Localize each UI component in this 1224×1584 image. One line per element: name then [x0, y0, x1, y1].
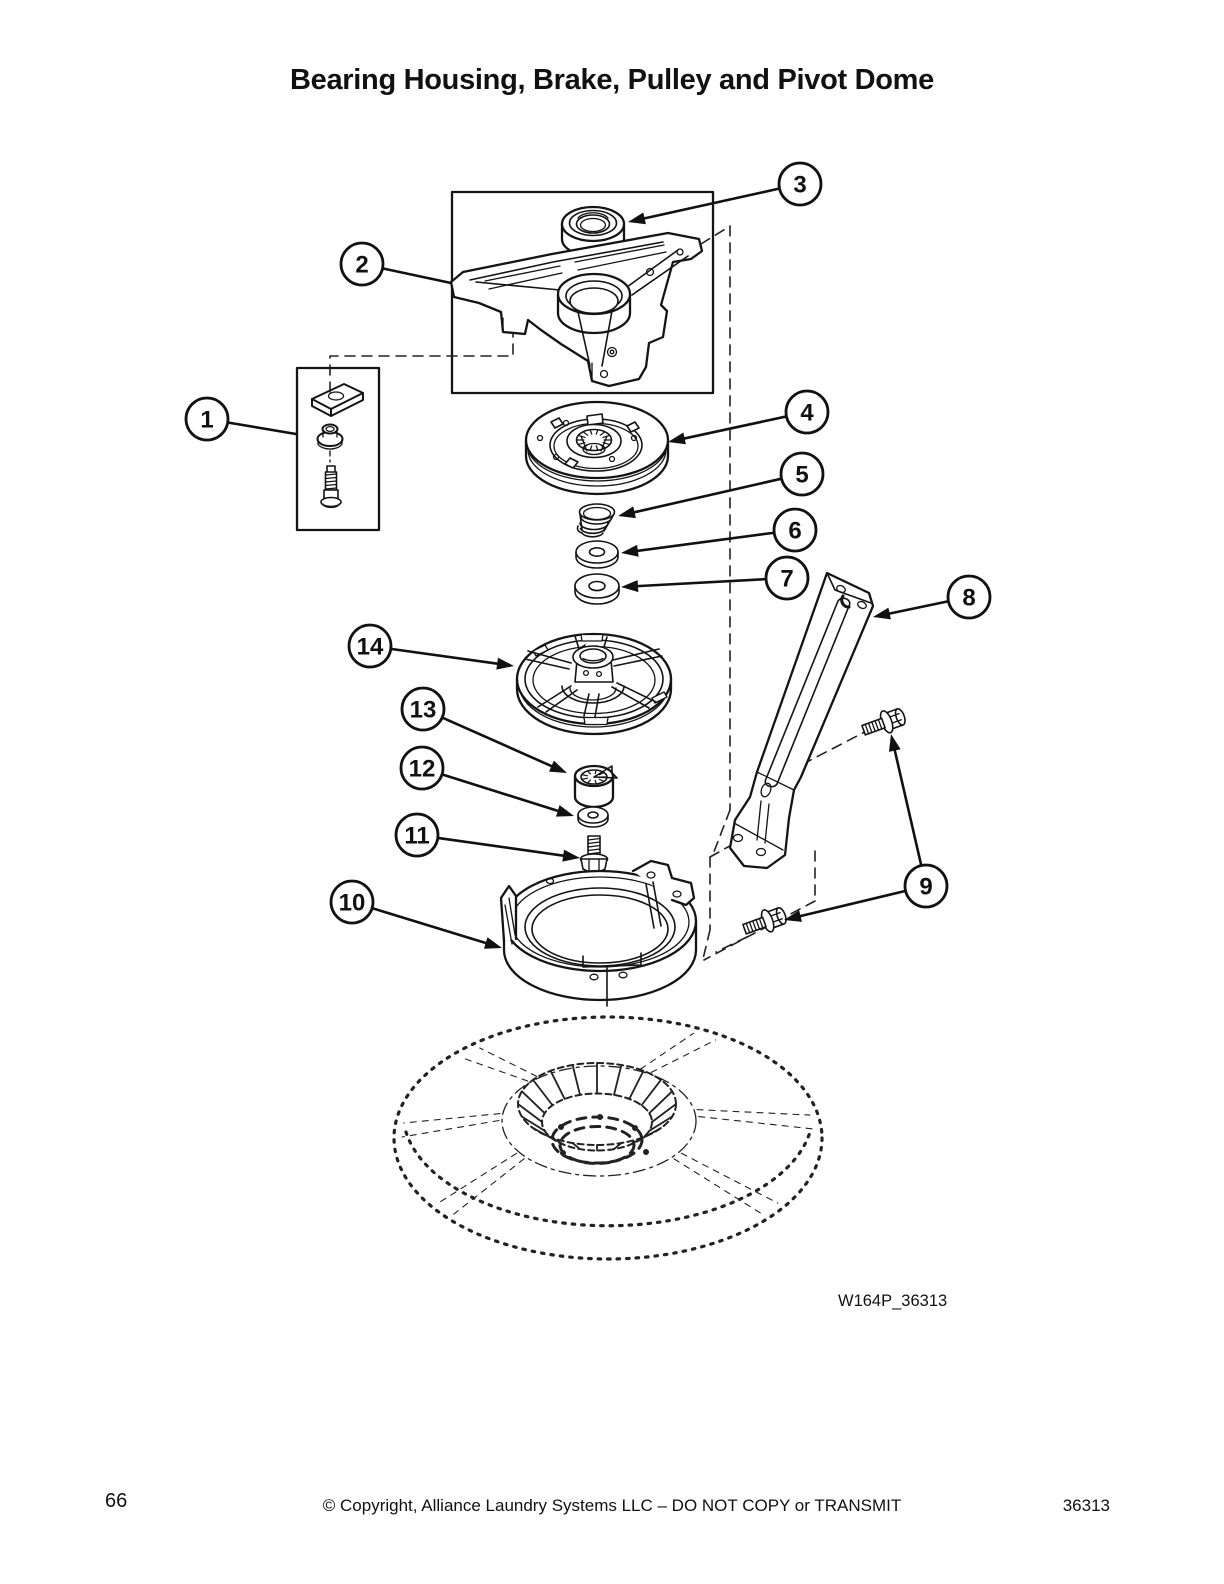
- callout-arrowhead: [496, 658, 514, 670]
- callout-1: [186, 398, 228, 440]
- page-title: Bearing Housing, Brake, Pulley and Pivot Dome: [290, 64, 934, 96]
- callout-leader: [438, 838, 566, 856]
- pivot-dome-part: [501, 861, 696, 1006]
- callout-14: [349, 625, 391, 667]
- bearing-housing-part: [451, 233, 702, 386]
- callout-number: 13: [409, 696, 437, 724]
- callout-leader: [228, 422, 296, 434]
- brake-assembly-part: [526, 402, 668, 494]
- callout-11: [396, 814, 438, 856]
- callout-leader: [635, 533, 774, 551]
- callout-9: [905, 865, 947, 907]
- callout-arrowhead: [562, 850, 580, 862]
- callout-arrowhead: [621, 580, 638, 592]
- phantom-tub: [394, 1017, 822, 1259]
- callout-number: 1: [200, 406, 214, 434]
- callout-leader: [682, 416, 787, 439]
- callout-arrowhead: [889, 734, 901, 752]
- callout-leader: [894, 748, 921, 866]
- screw-9a-part: [860, 705, 908, 741]
- footer-copyright: © Copyright, Alliance Laundry Systems LLC – DO NOT COPY or TRANSMIT: [322, 1496, 902, 1515]
- callout-leader: [383, 268, 451, 283]
- washer-7-part: [575, 574, 619, 604]
- detail-box-1: [297, 368, 379, 530]
- callout-number: 3: [793, 171, 807, 199]
- callout-leader: [372, 908, 489, 944]
- callout-number: 11: [404, 822, 430, 850]
- callout-arrowhead: [621, 545, 639, 557]
- callout-10: [331, 881, 373, 923]
- callout-number: 14: [356, 633, 384, 661]
- callout-4: [786, 391, 828, 433]
- footer-page-number: 66: [105, 1490, 128, 1512]
- callout-arrowhead: [628, 212, 646, 224]
- callout-leader: [635, 579, 766, 586]
- washer-6-part: [576, 541, 618, 568]
- pulley-part: [517, 634, 671, 734]
- callout-number: 8: [962, 584, 976, 612]
- screw-9b-part: [741, 904, 789, 940]
- callout-number: 9: [919, 873, 933, 901]
- hex-bolt-part: [581, 836, 608, 873]
- cone-spring-part: [578, 504, 615, 537]
- callout-leader: [391, 649, 500, 664]
- washer-12-part: [578, 807, 608, 827]
- callout-2: [341, 243, 383, 285]
- callout-number: 7: [780, 565, 794, 593]
- callout-leader: [442, 718, 554, 768]
- callout-number: 2: [355, 251, 369, 279]
- callout-leader: [442, 774, 561, 811]
- callout-leader: [798, 891, 906, 917]
- callout-arrowhead: [618, 506, 636, 518]
- callout-arrowhead: [668, 433, 686, 445]
- tub-spokes: [402, 1033, 813, 1214]
- callout-arrowhead: [484, 937, 502, 948]
- callout-arrowhead: [549, 761, 567, 773]
- support-brace-part: [730, 573, 873, 868]
- callout-arrowhead: [556, 805, 574, 816]
- callout-arrowhead: [873, 608, 891, 620]
- callout-13: [402, 688, 444, 730]
- split-collar-part: [575, 766, 617, 807]
- callout-8: [948, 576, 990, 618]
- callout-number: 5: [795, 461, 809, 489]
- callout-number: 10: [338, 889, 366, 917]
- callout-number: 6: [788, 517, 802, 545]
- callout-12: [401, 747, 443, 789]
- figure-code: W164P_36313: [838, 1292, 948, 1310]
- callout-number: 4: [800, 399, 814, 427]
- callout-7: [766, 557, 808, 599]
- callout-leader: [632, 479, 782, 513]
- callout-3: [779, 163, 821, 205]
- callout-6: [774, 509, 816, 551]
- footer-document-number: 36313: [1062, 1496, 1110, 1515]
- callout-5: [781, 453, 823, 495]
- callout-number: 12: [408, 755, 436, 783]
- callout-leader: [887, 601, 949, 614]
